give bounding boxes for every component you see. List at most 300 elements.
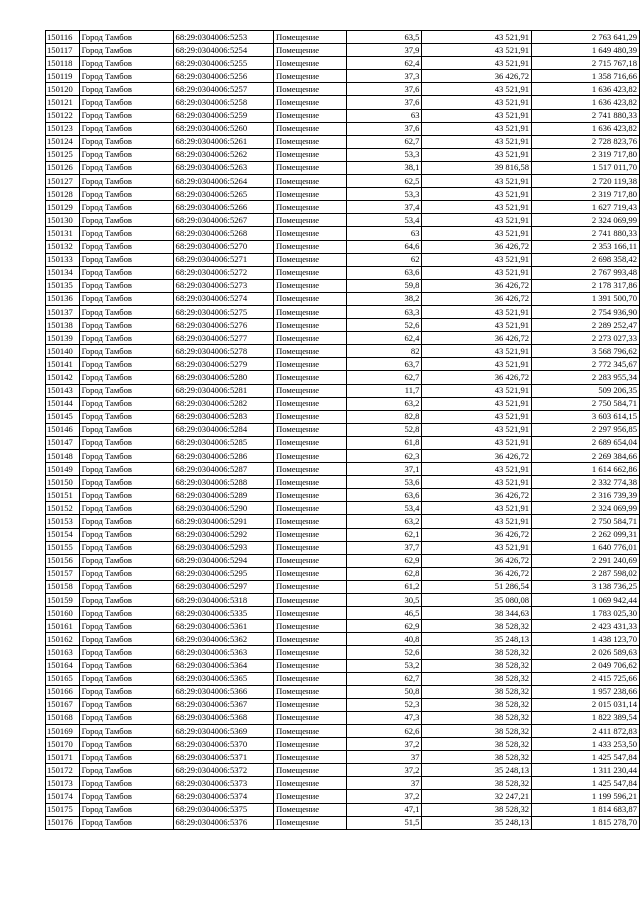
id-cell: 150141 [46,358,80,371]
id-cell: 150148 [46,450,80,463]
table-row [46,515,640,528]
type-cell: Помещение [273,620,346,633]
price-per-sqm-cell: 36 426,72 [422,371,532,384]
price-per-sqm-cell: 43 521,91 [422,384,532,397]
table-row [46,607,640,620]
table-row [46,96,640,109]
type-cell: Помещение [273,57,346,70]
city-cell: Город Тамбов [79,672,173,685]
total-value-cell: 2 728 823,76 [532,135,640,148]
cadastral-number-cell: 68:29:0304006:5267 [173,214,273,227]
price-per-sqm-cell: 43 521,91 [422,541,532,554]
cadastral-number-cell: 68:29:0304006:5369 [173,724,273,737]
cadastral-value-table [45,30,640,830]
area-cell: 52,6 [347,319,422,332]
total-value-cell: 2 767 993,48 [532,266,640,279]
city-cell: Город Тамбов [79,57,173,70]
cadastral-number-cell: 68:29:0304006:5258 [173,96,273,109]
type-cell: Помещение [273,227,346,240]
id-cell: 150143 [46,384,80,397]
total-value-cell: 1 199 596,21 [532,790,640,803]
price-per-sqm-cell: 43 521,91 [422,57,532,70]
total-value-cell: 2 297 956,85 [532,423,640,436]
price-per-sqm-cell: 38 528,32 [422,659,532,672]
price-per-sqm-cell: 43 521,91 [422,423,532,436]
table-row [46,109,640,122]
id-cell: 150139 [46,332,80,345]
cadastral-number-cell: 68:29:0304006:5266 [173,201,273,214]
price-per-sqm-cell: 43 521,91 [422,266,532,279]
type-cell: Помещение [273,96,346,109]
cadastral-number-cell: 68:29:0304006:5318 [173,594,273,607]
cadastral-number-cell: 68:29:0304006:5256 [173,70,273,83]
type-cell: Помещение [273,567,346,580]
price-per-sqm-cell: 43 521,91 [422,188,532,201]
area-cell: 62,5 [347,175,422,188]
area-cell: 62,8 [347,567,422,580]
table-row [46,711,640,724]
type-cell: Помещение [273,515,346,528]
area-cell: 62,4 [347,332,422,345]
cadastral-number-cell: 68:29:0304006:5286 [173,450,273,463]
total-value-cell: 1 822 389,54 [532,711,640,724]
cadastral-number-cell: 68:29:0304006:5275 [173,305,273,318]
area-cell: 63,6 [347,489,422,502]
id-cell: 150145 [46,410,80,423]
cadastral-number-cell: 68:29:0304006:5257 [173,83,273,96]
cadastral-number-cell: 68:29:0304006:5291 [173,515,273,528]
price-per-sqm-cell: 43 521,91 [422,358,532,371]
total-value-cell: 1 438 123,70 [532,633,640,646]
city-cell: Город Тамбов [79,122,173,135]
type-cell: Помещение [273,554,346,567]
area-cell: 30,5 [347,594,422,607]
price-per-sqm-cell: 38 528,32 [422,777,532,790]
price-per-sqm-cell: 38 528,32 [422,698,532,711]
type-cell: Помещение [273,397,346,410]
cadastral-number-cell: 68:29:0304006:5368 [173,711,273,724]
total-value-cell: 2 287 598,02 [532,567,640,580]
area-cell: 63,2 [347,397,422,410]
total-value-cell: 2 319 717,80 [532,188,640,201]
city-cell: Город Тамбов [79,554,173,567]
table-row [46,266,640,279]
cadastral-number-cell: 68:29:0304006:5261 [173,135,273,148]
type-cell: Помещение [273,214,346,227]
area-cell: 53,3 [347,188,422,201]
city-cell: Город Тамбов [79,528,173,541]
area-cell: 37,2 [347,764,422,777]
city-cell: Город Тамбов [79,358,173,371]
area-cell: 82 [347,345,422,358]
city-cell: Город Тамбов [79,148,173,161]
id-cell: 150132 [46,240,80,253]
total-value-cell: 2 319 717,80 [532,148,640,161]
total-value-cell: 2 316 739,39 [532,489,640,502]
type-cell: Помещение [273,122,346,135]
total-value-cell: 2 324 069,99 [532,214,640,227]
type-cell: Помещение [273,450,346,463]
city-cell: Город Тамбов [79,816,173,829]
table-row [46,371,640,384]
total-value-cell: 2 698 358,42 [532,253,640,266]
total-value-cell: 2 262 099,31 [532,528,640,541]
area-cell: 53,4 [347,502,422,515]
table-row [46,463,640,476]
type-cell: Помещение [273,44,346,57]
id-cell: 150147 [46,436,80,449]
table-row [46,423,640,436]
table-row [46,201,640,214]
id-cell: 150136 [46,292,80,305]
city-cell: Город Тамбов [79,594,173,607]
id-cell: 150142 [46,371,80,384]
cadastral-number-cell: 68:29:0304006:5335 [173,607,273,620]
area-cell: 62,7 [347,135,422,148]
city-cell: Город Тамбов [79,397,173,410]
cadastral-number-cell: 68:29:0304006:5294 [173,554,273,567]
city-cell: Город Тамбов [79,711,173,724]
price-per-sqm-cell: 43 521,91 [422,31,532,44]
type-cell: Помещение [273,332,346,345]
city-cell: Город Тамбов [79,450,173,463]
type-cell: Помещение [273,502,346,515]
price-per-sqm-cell: 43 521,91 [422,227,532,240]
type-cell: Помещение [273,803,346,816]
area-cell: 61,2 [347,580,422,593]
table-row [46,57,640,70]
cadastral-number-cell: 68:29:0304006:5376 [173,816,273,829]
city-cell: Город Тамбов [79,332,173,345]
total-value-cell: 2 720 119,38 [532,175,640,188]
price-per-sqm-cell: 43 521,91 [422,476,532,489]
table-row [46,332,640,345]
id-cell: 150153 [46,515,80,528]
type-cell: Помещение [273,764,346,777]
city-cell: Город Тамбов [79,227,173,240]
id-cell: 150129 [46,201,80,214]
type-cell: Помещение [273,698,346,711]
city-cell: Город Тамбов [79,646,173,659]
city-cell: Город Тамбов [79,135,173,148]
area-cell: 37 [347,751,422,764]
cadastral-number-cell: 68:29:0304006:5285 [173,436,273,449]
type-cell: Помещение [273,724,346,737]
cadastral-number-cell: 68:29:0304006:5370 [173,738,273,751]
table-row [46,528,640,541]
price-per-sqm-cell: 38 344,63 [422,607,532,620]
total-value-cell: 2 269 384,66 [532,450,640,463]
area-cell: 52,8 [347,423,422,436]
table-row [46,70,640,83]
area-cell: 37 [347,777,422,790]
cadastral-number-cell: 68:29:0304006:5372 [173,764,273,777]
id-cell: 150121 [46,96,80,109]
total-value-cell: 1 783 025,30 [532,607,640,620]
id-cell: 150125 [46,148,80,161]
cadastral-number-cell: 68:29:0304006:5373 [173,777,273,790]
total-value-cell: 1 614 662,86 [532,463,640,476]
total-value-cell: 1 311 230,44 [532,764,640,777]
id-cell: 150168 [46,711,80,724]
total-value-cell: 1 814 683,87 [532,803,640,816]
total-value-cell: 2 178 317,86 [532,279,640,292]
total-value-cell: 3 603 614,15 [532,410,640,423]
id-cell: 150157 [46,567,80,580]
price-per-sqm-cell: 39 816,58 [422,161,532,174]
id-cell: 150126 [46,161,80,174]
city-cell: Город Тамбов [79,96,173,109]
type-cell: Помещение [273,476,346,489]
area-cell: 82,8 [347,410,422,423]
price-per-sqm-cell: 43 521,91 [422,135,532,148]
city-cell: Город Тамбов [79,607,173,620]
type-cell: Помещение [273,148,346,161]
cadastral-number-cell: 68:29:0304006:5295 [173,567,273,580]
area-cell: 37,4 [347,201,422,214]
type-cell: Помещение [273,816,346,829]
id-cell: 150163 [46,646,80,659]
table-row [46,685,640,698]
total-value-cell: 2 772 345,67 [532,358,640,371]
city-cell: Город Тамбов [79,175,173,188]
total-value-cell: 2 289 252,47 [532,319,640,332]
table-row [46,44,640,57]
price-per-sqm-cell: 43 521,91 [422,345,532,358]
type-cell: Помещение [273,436,346,449]
cadastral-number-cell: 68:29:0304006:5268 [173,227,273,240]
table-row [46,253,640,266]
city-cell: Город Тамбов [79,515,173,528]
price-per-sqm-cell: 43 521,91 [422,44,532,57]
id-cell: 150124 [46,135,80,148]
city-cell: Город Тамбов [79,201,173,214]
type-cell: Помещение [273,358,346,371]
total-value-cell: 509 206,35 [532,384,640,397]
type-cell: Помещение [273,672,346,685]
cadastral-number-cell: 68:29:0304006:5259 [173,109,273,122]
table-row [46,816,640,829]
table-row [46,175,640,188]
total-value-cell: 1 425 547,84 [532,751,640,764]
city-cell: Город Тамбов [79,266,173,279]
area-cell: 37,2 [347,738,422,751]
type-cell: Помещение [273,109,346,122]
id-cell: 150176 [46,816,80,829]
city-cell: Город Тамбов [79,580,173,593]
price-per-sqm-cell: 36 426,72 [422,567,532,580]
cadastral-number-cell: 68:29:0304006:5364 [173,659,273,672]
cadastral-number-cell: 68:29:0304006:5262 [173,148,273,161]
price-per-sqm-cell: 38 528,32 [422,672,532,685]
area-cell: 63,7 [347,358,422,371]
id-cell: 150131 [46,227,80,240]
city-cell: Город Тамбов [79,502,173,515]
price-per-sqm-cell: 36 426,72 [422,489,532,502]
area-cell: 11,7 [347,384,422,397]
price-per-sqm-cell: 38 528,32 [422,751,532,764]
id-cell: 150161 [46,620,80,633]
id-cell: 150164 [46,659,80,672]
price-per-sqm-cell: 43 521,91 [422,410,532,423]
table-row [46,790,640,803]
city-cell: Город Тамбов [79,253,173,266]
type-cell: Помещение [273,384,346,397]
id-cell: 150149 [46,463,80,476]
cadastral-number-cell: 68:29:0304006:5363 [173,646,273,659]
table-row [46,358,640,371]
type-cell: Помещение [273,711,346,724]
area-cell: 37,2 [347,790,422,803]
area-cell: 53,6 [347,476,422,489]
id-cell: 150166 [46,685,80,698]
table-row [46,305,640,318]
id-cell: 150133 [46,253,80,266]
cadastral-number-cell: 68:29:0304006:5274 [173,292,273,305]
type-cell: Помещение [273,201,346,214]
price-per-sqm-cell: 38 528,32 [422,738,532,751]
city-cell: Город Тамбов [79,31,173,44]
table-row [46,436,640,449]
area-cell: 37,7 [347,541,422,554]
city-cell: Город Тамбов [79,161,173,174]
price-per-sqm-cell: 43 521,91 [422,515,532,528]
cadastral-number-cell: 68:29:0304006:5271 [173,253,273,266]
table-row [46,397,640,410]
table-row [46,567,640,580]
total-value-cell: 2 026 589,63 [532,646,640,659]
cadastral-number-cell: 68:29:0304006:5365 [173,672,273,685]
total-value-cell: 2 291 240,69 [532,554,640,567]
type-cell: Помещение [273,135,346,148]
total-value-cell: 1 636 423,82 [532,122,640,135]
type-cell: Помещение [273,423,346,436]
total-value-cell: 2 763 641,29 [532,31,640,44]
area-cell: 63,6 [347,266,422,279]
id-cell: 150174 [46,790,80,803]
area-cell: 63 [347,109,422,122]
city-cell: Город Тамбов [79,620,173,633]
cadastral-number-cell: 68:29:0304006:5279 [173,358,273,371]
table-row [46,724,640,737]
table-row [46,541,640,554]
area-cell: 52,3 [347,698,422,711]
city-cell: Город Тамбов [79,214,173,227]
total-value-cell: 1 640 776,01 [532,541,640,554]
price-per-sqm-cell: 36 426,72 [422,279,532,292]
city-cell: Город Тамбов [79,751,173,764]
city-cell: Город Тамбов [79,436,173,449]
city-cell: Город Тамбов [79,279,173,292]
total-value-cell: 2 741 880,33 [532,227,640,240]
price-per-sqm-cell: 43 521,91 [422,305,532,318]
cadastral-number-cell: 68:29:0304006:5277 [173,332,273,345]
id-cell: 150154 [46,528,80,541]
total-value-cell: 2 754 936,90 [532,305,640,318]
table-row [46,148,640,161]
price-per-sqm-cell: 43 521,91 [422,397,532,410]
total-value-cell: 1 517 011,70 [532,161,640,174]
total-value-cell: 3 568 796,62 [532,345,640,358]
total-value-cell: 2 750 584,71 [532,397,640,410]
type-cell: Помещение [273,292,346,305]
table-row [46,659,640,672]
cadastral-number-cell: 68:29:0304006:5278 [173,345,273,358]
type-cell: Помещение [273,751,346,764]
id-cell: 150140 [46,345,80,358]
area-cell: 62,7 [347,672,422,685]
type-cell: Помещение [273,685,346,698]
id-cell: 150151 [46,489,80,502]
type-cell: Помещение [273,738,346,751]
area-cell: 37,3 [347,70,422,83]
table-row [46,620,640,633]
id-cell: 150150 [46,476,80,489]
id-cell: 150144 [46,397,80,410]
cadastral-number-cell: 68:29:0304006:5270 [173,240,273,253]
price-per-sqm-cell: 35 080,08 [422,594,532,607]
table-row [46,214,640,227]
id-cell: 150156 [46,554,80,567]
id-cell: 150175 [46,803,80,816]
type-cell: Помещение [273,319,346,332]
total-value-cell: 2 750 584,71 [532,515,640,528]
total-value-cell: 2 415 725,66 [532,672,640,685]
table-row [46,319,640,332]
area-cell: 50,8 [347,685,422,698]
type-cell: Помещение [273,161,346,174]
city-cell: Город Тамбов [79,567,173,580]
price-per-sqm-cell: 38 528,32 [422,803,532,816]
id-cell: 150146 [46,423,80,436]
table-row [46,161,640,174]
cadastral-number-cell: 68:29:0304006:5289 [173,489,273,502]
table-row [46,489,640,502]
type-cell: Помещение [273,345,346,358]
area-cell: 51,5 [347,816,422,829]
type-cell: Помещение [273,777,346,790]
price-per-sqm-cell: 35 248,13 [422,633,532,646]
type-cell: Помещение [273,240,346,253]
city-cell: Город Тамбов [79,790,173,803]
table-row [46,450,640,463]
area-cell: 37,6 [347,96,422,109]
total-value-cell: 2 332 774,38 [532,476,640,489]
table-row [46,777,640,790]
id-cell: 150155 [46,541,80,554]
type-cell: Помещение [273,594,346,607]
cadastral-number-cell: 68:29:0304006:5375 [173,803,273,816]
total-value-cell: 1 815 278,70 [532,816,640,829]
type-cell: Помещение [273,633,346,646]
area-cell: 62,9 [347,620,422,633]
price-per-sqm-cell: 36 426,72 [422,450,532,463]
id-cell: 150162 [46,633,80,646]
city-cell: Город Тамбов [79,698,173,711]
price-per-sqm-cell: 43 521,91 [422,463,532,476]
price-per-sqm-cell: 43 521,91 [422,148,532,161]
id-cell: 150173 [46,777,80,790]
id-cell: 150130 [46,214,80,227]
table-row [46,227,640,240]
type-cell: Помещение [273,463,346,476]
area-cell: 62,4 [347,57,422,70]
table-row [46,803,640,816]
id-cell: 150127 [46,175,80,188]
id-cell: 150152 [46,502,80,515]
price-per-sqm-cell: 36 426,72 [422,240,532,253]
total-value-cell: 1 069 942,44 [532,594,640,607]
